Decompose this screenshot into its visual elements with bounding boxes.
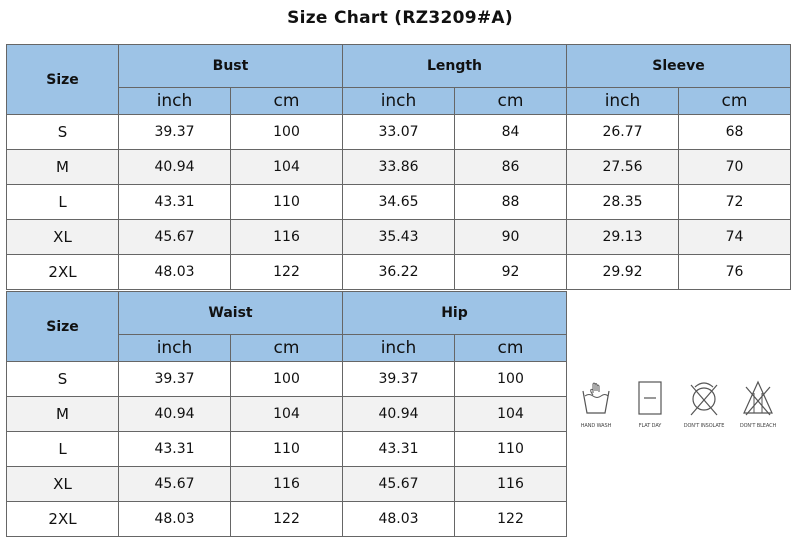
value-cell: 122 (455, 502, 567, 537)
value-cell: 72 (679, 185, 791, 220)
value-cell: 43.31 (119, 185, 231, 220)
table-row (7, 467, 567, 502)
value-cell: 70 (679, 150, 791, 185)
care-instructions (566, 291, 792, 539)
value-cell: 34.65 (343, 185, 455, 220)
size-header: Size (7, 292, 119, 362)
value-cell: 92 (455, 255, 567, 290)
unit-header: cm (455, 335, 567, 362)
unit-header: inch (567, 88, 679, 115)
care-label: HAND WASH (580, 423, 612, 429)
value-cell: 116 (231, 220, 343, 255)
group-header-sleeve: Sleeve (567, 45, 791, 88)
unit-header: cm (455, 88, 567, 115)
care-item-flat-dry (624, 379, 676, 429)
size-cell: 2XL (7, 502, 119, 537)
hand-wash-icon (579, 379, 613, 419)
value-cell: 35.43 (343, 220, 455, 255)
unit-header: cm (231, 88, 343, 115)
value-cell: 45.67 (119, 220, 231, 255)
value-cell: 100 (455, 362, 567, 397)
value-cell: 45.67 (343, 467, 455, 502)
value-cell: 100 (231, 115, 343, 150)
size-table-waist-hip (6, 291, 567, 537)
care-item-do-not-bleach (732, 379, 784, 429)
unit-header: cm (679, 88, 791, 115)
care-label: DON'T INSOLATE (683, 423, 725, 429)
value-cell: 29.92 (567, 255, 679, 290)
value-cell: 33.86 (343, 150, 455, 185)
table-row (7, 397, 567, 432)
table-row (7, 150, 791, 185)
unit-header: inch (119, 88, 231, 115)
table-row (7, 255, 791, 290)
value-cell: 86 (455, 150, 567, 185)
care-item-hand-wash (570, 379, 622, 429)
size-cell: M (7, 397, 119, 432)
value-cell: 100 (231, 362, 343, 397)
size-cell: S (7, 362, 119, 397)
value-cell: 48.03 (343, 502, 455, 537)
value-cell: 90 (455, 220, 567, 255)
value-cell: 40.94 (343, 397, 455, 432)
size-cell: S (7, 115, 119, 150)
unit-header: cm (231, 335, 343, 362)
group-header-hip: Hip (343, 292, 567, 335)
value-cell: 88 (455, 185, 567, 220)
value-cell: 76 (679, 255, 791, 290)
value-cell: 84 (455, 115, 567, 150)
value-cell: 39.37 (343, 362, 455, 397)
size-cell: L (7, 185, 119, 220)
value-cell: 104 (455, 397, 567, 432)
value-cell: 39.37 (119, 115, 231, 150)
flat-dry-icon (633, 379, 667, 419)
value-cell: 116 (231, 467, 343, 502)
value-cell: 110 (231, 185, 343, 220)
group-header-waist: Waist (119, 292, 343, 335)
value-cell: 68 (679, 115, 791, 150)
value-cell: 39.37 (119, 362, 231, 397)
value-cell: 43.31 (343, 432, 455, 467)
care-label: FLAT DAY (638, 423, 662, 429)
page-title: Size Chart (RZ3209#A) (287, 8, 513, 28)
size-header: Size (7, 45, 119, 115)
unit-header: inch (119, 335, 231, 362)
group-header-length: Length (343, 45, 567, 88)
care-label: DON'T BLEACH (739, 423, 777, 429)
value-cell: 26.77 (567, 115, 679, 150)
value-cell: 48.03 (119, 502, 231, 537)
size-cell: L (7, 432, 119, 467)
value-cell: 40.94 (119, 397, 231, 432)
size-cell: M (7, 150, 119, 185)
table-row (7, 362, 567, 397)
value-cell: 104 (231, 397, 343, 432)
value-cell: 104 (231, 150, 343, 185)
value-cell: 45.67 (119, 467, 231, 502)
value-cell: 27.56 (567, 150, 679, 185)
value-cell: 28.35 (567, 185, 679, 220)
table-row (7, 115, 791, 150)
unit-header: inch (343, 88, 455, 115)
size-cell: XL (7, 220, 119, 255)
value-cell: 110 (455, 432, 567, 467)
size-cell: 2XL (7, 255, 119, 290)
care-item-do-not-iron (678, 379, 730, 429)
value-cell: 122 (231, 255, 343, 290)
table-row (7, 185, 791, 220)
group-header-bust: Bust (119, 45, 343, 88)
value-cell: 40.94 (119, 150, 231, 185)
do-not-iron-icon (687, 379, 721, 419)
do-not-bleach-icon (741, 379, 775, 419)
table-row (7, 502, 567, 537)
unit-header: inch (343, 335, 455, 362)
value-cell: 110 (231, 432, 343, 467)
table-row (7, 432, 567, 467)
value-cell: 116 (455, 467, 567, 502)
size-table-bust-length-sleeve (6, 44, 791, 290)
table-row (7, 220, 791, 255)
value-cell: 74 (679, 220, 791, 255)
value-cell: 33.07 (343, 115, 455, 150)
value-cell: 122 (231, 502, 343, 537)
value-cell: 29.13 (567, 220, 679, 255)
size-cell: XL (7, 467, 119, 502)
value-cell: 43.31 (119, 432, 231, 467)
value-cell: 36.22 (343, 255, 455, 290)
value-cell: 48.03 (119, 255, 231, 290)
